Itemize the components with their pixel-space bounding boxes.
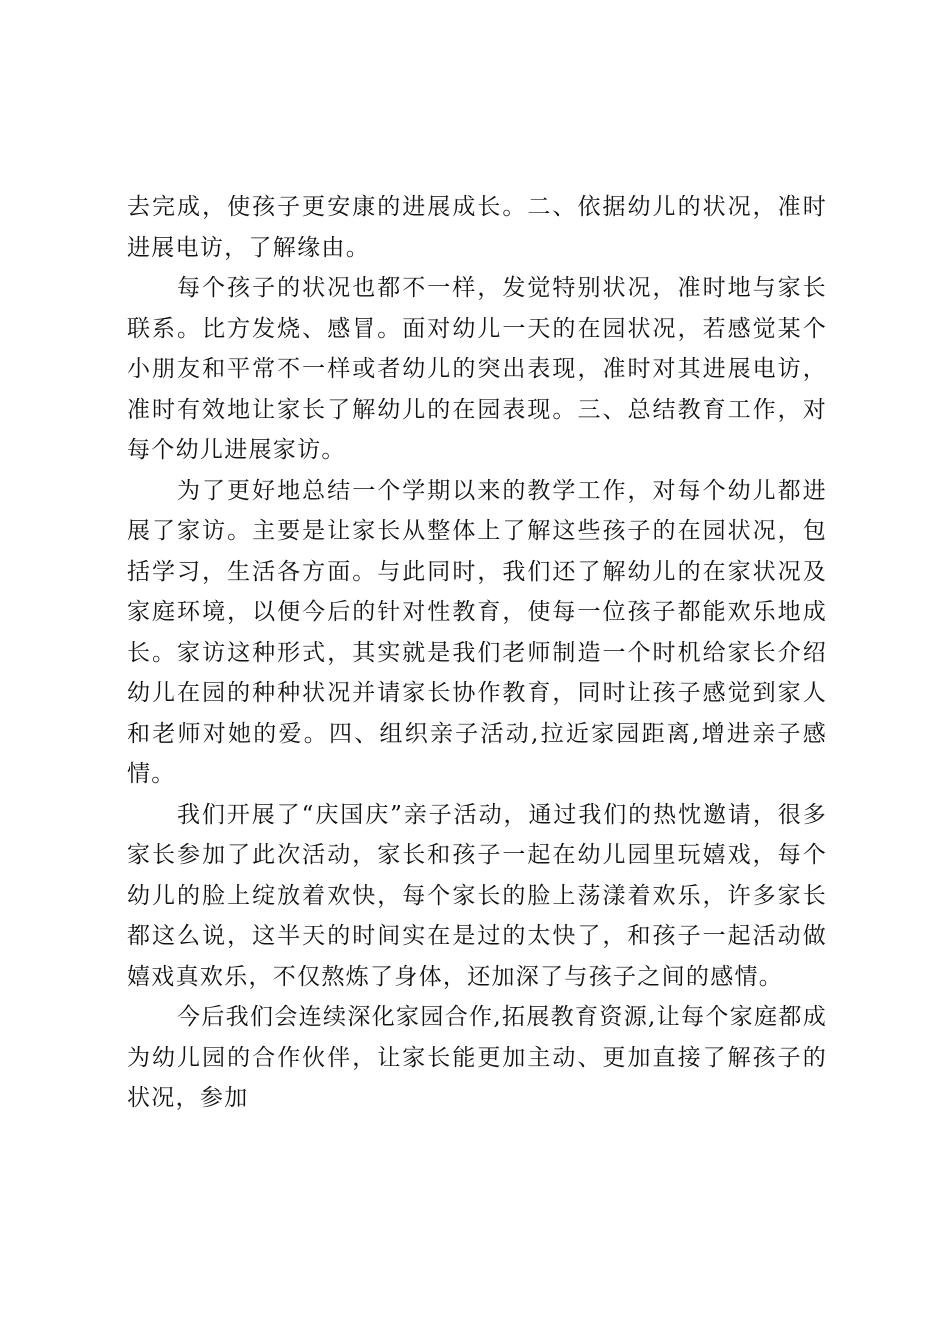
paragraph-1: 去完成，使孩子更安康的进展成长。二、依据幼儿的状况，准时进展电访，了解缘由。 bbox=[127, 194, 827, 261]
paragraph-4: 我们开展了“庆国庆”亲子活动，通过我们的热忱邀请，很多家长参加了此次活动，家长和孩子一起在幼儿园里玩嬉戏，每个幼儿的脸上绽放着欢快，每个家长的脸上荡漾着欢乐，许多家长都这么说，这半天的时间实在是过的太快了，和孩子一起活动做嬉戏真欢乐，不仅熬炼了身体，还加深了与孩子之间的感情。 bbox=[127, 801, 827, 990]
document-body bbox=[127, 187, 827, 1119]
paragraph-5: 今后我们会连续深化家园合作,拓展教育资源,让每个家庭都成为幼儿园的合作伙伴，让家长能更加主动、更加直接了解孩子的状况，参加 bbox=[127, 1004, 827, 1111]
paragraph-2: 每个孩子的状况也都不一样，发觉特别状况，准时地与家长联系。比方发烧、感冒。面对幼儿一天的在园状况，若感觉某个小朋友和平常不一样或者幼儿的突出表现，准时对其进展电访，准时有效地让家长了解幼儿的在园表现。三、总结教育工作，对每个幼儿进展家访。 bbox=[127, 275, 827, 463]
paragraph-3: 为了更好地总结一个学期以来的教学工作，对每个幼儿都进展了家访。主要是让家长从整体上了解这些孩子的在园状况，包括学习，生活各方面。与此同时，我们还了解幼儿的在家状况及家庭环境，以便今后的针对性教育，使每一位孩子都能欢乐地成长。家访这种形式，其实就是我们老师制造一个时机给家长介绍幼儿在园的种种状况并请家长协作教育，同时让孩子感觉到家人和老师对她的爱。四、组织亲子活动,拉近家园距离,增进亲子感情。 bbox=[127, 477, 827, 787]
